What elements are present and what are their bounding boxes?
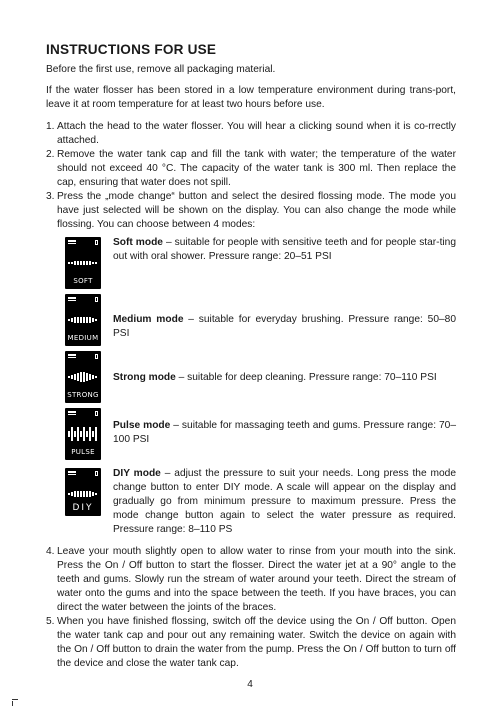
mode-description [113,371,456,385]
pressure-bar [92,318,94,322]
pressure-bar [86,261,88,265]
display-label: PULSE [71,448,95,456]
intro-paragraph-2: If the water flosser has been stored in a low temperature environment during trans-port, leave it at room temperature for at least two hours before use. [46,85,456,110]
mode-text: – suitable for people with sensitive teeth and for people star-ting out with oral shower. Pressure range: 20–51 PSI [113,237,456,262]
step-item [46,615,456,671]
pressure-bar [83,491,85,498]
step-text: Press the „mode change“ button and select the desired flossing mode. The mode you have just selected will be shown on the display. You can also change the mode while flossing. You can choose between 4 modes: [57,191,456,230]
mode-name: Medium mode [113,314,184,325]
mode-text: – adjust the pressure to suit your needs. Long press the mode change button to enter DIY mode. A scale will appear on the display and gradually go from minimum pressure to maximum pressure. Press the mode change button again to select the water pressure as required. Pressure range: 8–110 PS [113,468,456,535]
step-item [46,190,456,537]
pressure-bar [89,491,91,496]
mode-item-pulse [65,407,456,461]
mode-name: Soft mode [113,237,163,248]
pulse-mode-display-icon [65,408,101,460]
intro-paragraph-1: Before the first use, remove all packaging material. [46,64,276,75]
display-label: MEDIUM [67,334,99,342]
pressure-bar [74,374,76,381]
display-label: STRONG [67,391,99,399]
step-text: Leave your mouth slightly open to allow water to rinse from your mouth into the sink. Press the On / Off button to start the flosser. Direct the water jet at a 90° angle to the teeth and gums. Slowly run the stream of water around your teeth. Direct the stream of water onto the gums and into the space between the teeth. If you have braces, you can direct the water between the joints of the braces. [57,546,456,613]
pressure-bar [83,317,85,324]
step-number: 1. [46,121,55,132]
pressure-bar [80,317,82,324]
medium-mode-display-icon [65,294,101,346]
soft-mode-display-icon [65,237,101,289]
pressure-bar [86,431,88,437]
pressure-bar [83,372,85,381]
pressure-bar [83,261,85,266]
pressure-bar [89,427,91,441]
page-title: INSTRUCTIONS FOR USE [46,42,217,57]
pressure-bar [77,491,79,497]
pressure-bar [71,318,73,322]
mode-description [113,419,456,447]
pressure-bar [71,375,73,380]
display-label: DIY [72,503,94,513]
diy-mode-display-icon [65,468,101,516]
strong-mode-display-icon [65,351,101,403]
step-text: Attach the head to the water flosser. You will hear a clicking sound when it is co-rrectly attached. [57,121,456,146]
step-number: 5. [46,616,55,627]
instructions-page [46,42,456,671]
page-number: 4 [247,679,253,690]
step-item [46,545,456,615]
mode-item-soft [65,236,456,290]
pressure-bar [95,319,97,321]
pressure-bar [74,317,76,322]
step-item [46,120,456,148]
pressure-bar [68,262,70,264]
pressure-bar [74,261,76,265]
pressure-bar [86,373,88,382]
mode-text: – suitable for everyday brushing. Pressure range: 50–80 PSI [113,314,456,339]
pressure-bar [89,261,91,265]
pressure-bar [68,319,70,321]
mode-description [113,467,456,537]
pressure-bar [71,492,73,496]
mode-description [113,236,456,264]
step-number: 4. [46,546,55,557]
pressure-bar [77,261,79,265]
pressure-bar [77,373,79,382]
pressure-bar [92,492,94,496]
pressure-bar [68,431,70,437]
modes-list [57,236,456,537]
pressure-bar [86,317,88,323]
pressure-bar [71,262,73,265]
crop-mark [12,701,13,706]
pressure-bar [89,317,91,322]
mode-description [113,313,456,341]
mode-item-medium [65,293,456,347]
pressure-bar [68,376,70,378]
pressure-bar [77,427,79,441]
pressure-bar [95,262,97,264]
step-text: When you have finished flossing, switch off the device using the On / Off button. Open the water tank cap and pour out any remaining water. Switch the device on again with the On / Off button to drain the water from the pump. Press the On / Off button to turn off the device and close the water tank cap. [57,616,456,669]
mode-text: – suitable for deep cleaning. Pressure range: 70–110 PSI [175,372,437,383]
pressure-bar [80,491,82,498]
pressure-bar [74,431,76,437]
pressure-bar [80,372,82,381]
mode-item-strong [65,350,456,404]
steps-list [46,120,456,671]
pressure-bar [80,261,82,266]
pressure-bar [68,493,70,495]
pressure-bar [89,374,91,381]
pressure-bar [95,427,97,441]
display-label: SOFT [73,277,93,285]
pressure-bar [92,431,94,437]
step-text: Remove the water tank cap and fill the tank with water; the temperature of the water should not exceed 40 °C. The capacity of the water tank is 300 ml. Then replace the cap, ensuring that water does not spill. [57,149,456,188]
pressure-bar [92,375,94,380]
step-item [46,148,456,190]
mode-name: Strong mode [113,372,176,383]
pressure-bar [80,431,82,437]
step-number: 2. [46,149,55,160]
pressure-bar [86,491,88,497]
pressure-bar [71,427,73,441]
pressure-bar [95,376,97,378]
pressure-bar [83,427,85,441]
mode-item-diy [65,467,456,537]
mode-name: Pulse mode [113,420,171,431]
crop-mark [12,699,18,700]
mode-name: DIY mode [113,468,161,479]
mode-text: – suitable for massaging teeth and gums. Pressure range: 70–100 PSI [113,420,456,445]
pressure-bar [95,493,97,495]
pressure-bar [77,317,79,323]
pressure-bar [92,262,94,265]
pressure-bar [74,491,76,496]
step-number: 3. [46,191,55,202]
